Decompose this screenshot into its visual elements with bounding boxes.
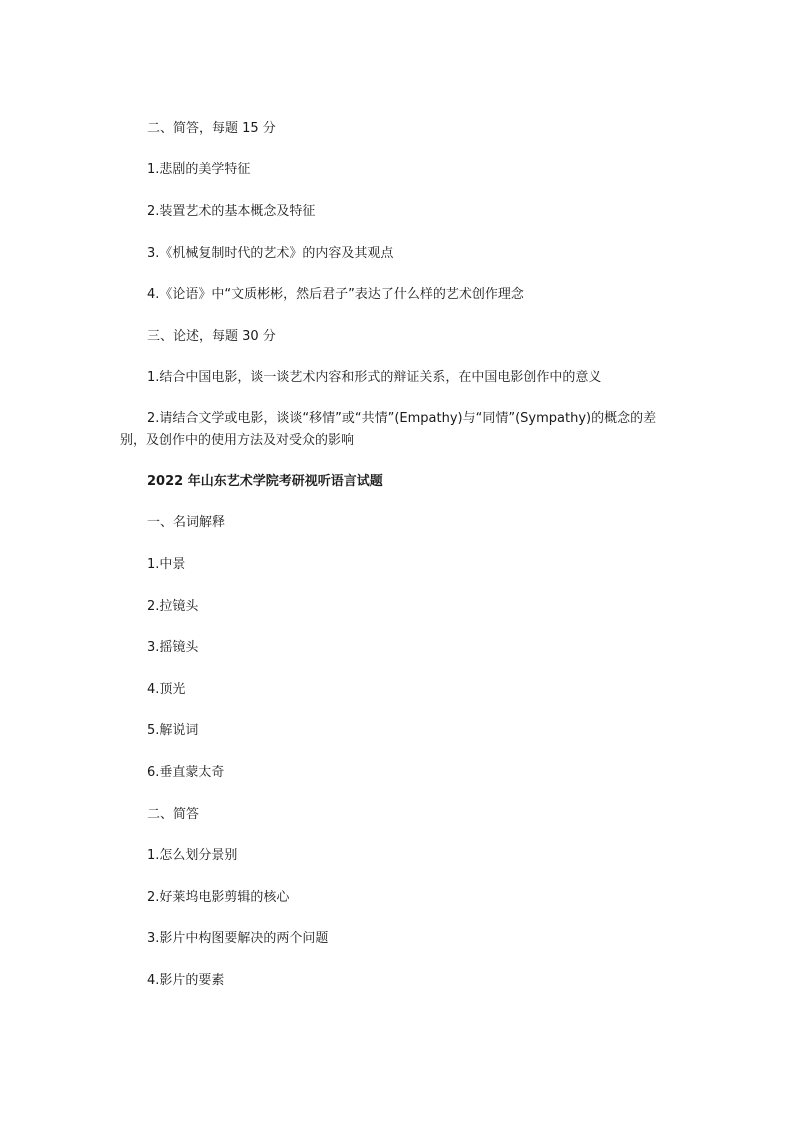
part1-item-6: 6.垂直蒙太奇 bbox=[147, 765, 225, 780]
part2-item-4: 4.影片的要素 bbox=[147, 973, 225, 988]
part1-item-1: 1.中景 bbox=[147, 557, 186, 572]
part2-heading: 二、简答 bbox=[147, 807, 200, 822]
part1-item-4: 4.顶光 bbox=[147, 682, 186, 697]
exam-title: 2022 年山东艺术学院考研视听语言试题 bbox=[147, 474, 383, 489]
section2-item-2: 2.装置艺术的基本概念及特征 bbox=[147, 204, 316, 219]
part1-item-5: 5.解说词 bbox=[147, 723, 199, 738]
section3-heading: 三、论述，每题 30 分 bbox=[147, 329, 276, 344]
part2-item-1: 1.怎么划分景别 bbox=[147, 848, 238, 863]
section3-item-1: 1.结合中国电影，谈一谈艺术内容和形式的辩证关系，在中国电影创作中的意义 bbox=[147, 370, 602, 385]
part1-item-2: 2.拉镜头 bbox=[147, 599, 199, 614]
part2-item-2: 2.好莱坞电影剪辑的核心 bbox=[147, 890, 290, 905]
section3-item-2: 2.请结合文学或电影，谈谈“移情”或“共情”(Empathy)与“同情”(Sympathy)的概念的差别，及创作中的使用方法及对受众的影响 bbox=[120, 411, 657, 448]
section2-item-4: 4.《论语》中“文质彬彬，然后君子”表达了什么样的艺术创作理念 bbox=[147, 287, 524, 302]
section2-heading: 二、简答，每题 15 分 bbox=[147, 121, 276, 136]
section2-item-1: 1.悲剧的美学特征 bbox=[147, 162, 251, 177]
part1-heading: 一、名词解释 bbox=[147, 515, 226, 530]
part2-item-3: 3.影片中构图要解决的两个问题 bbox=[147, 931, 329, 946]
part1-item-3: 3.摇镜头 bbox=[147, 640, 199, 655]
section2-item-3: 3.《机械复制时代的艺术》的内容及其观点 bbox=[147, 246, 394, 261]
